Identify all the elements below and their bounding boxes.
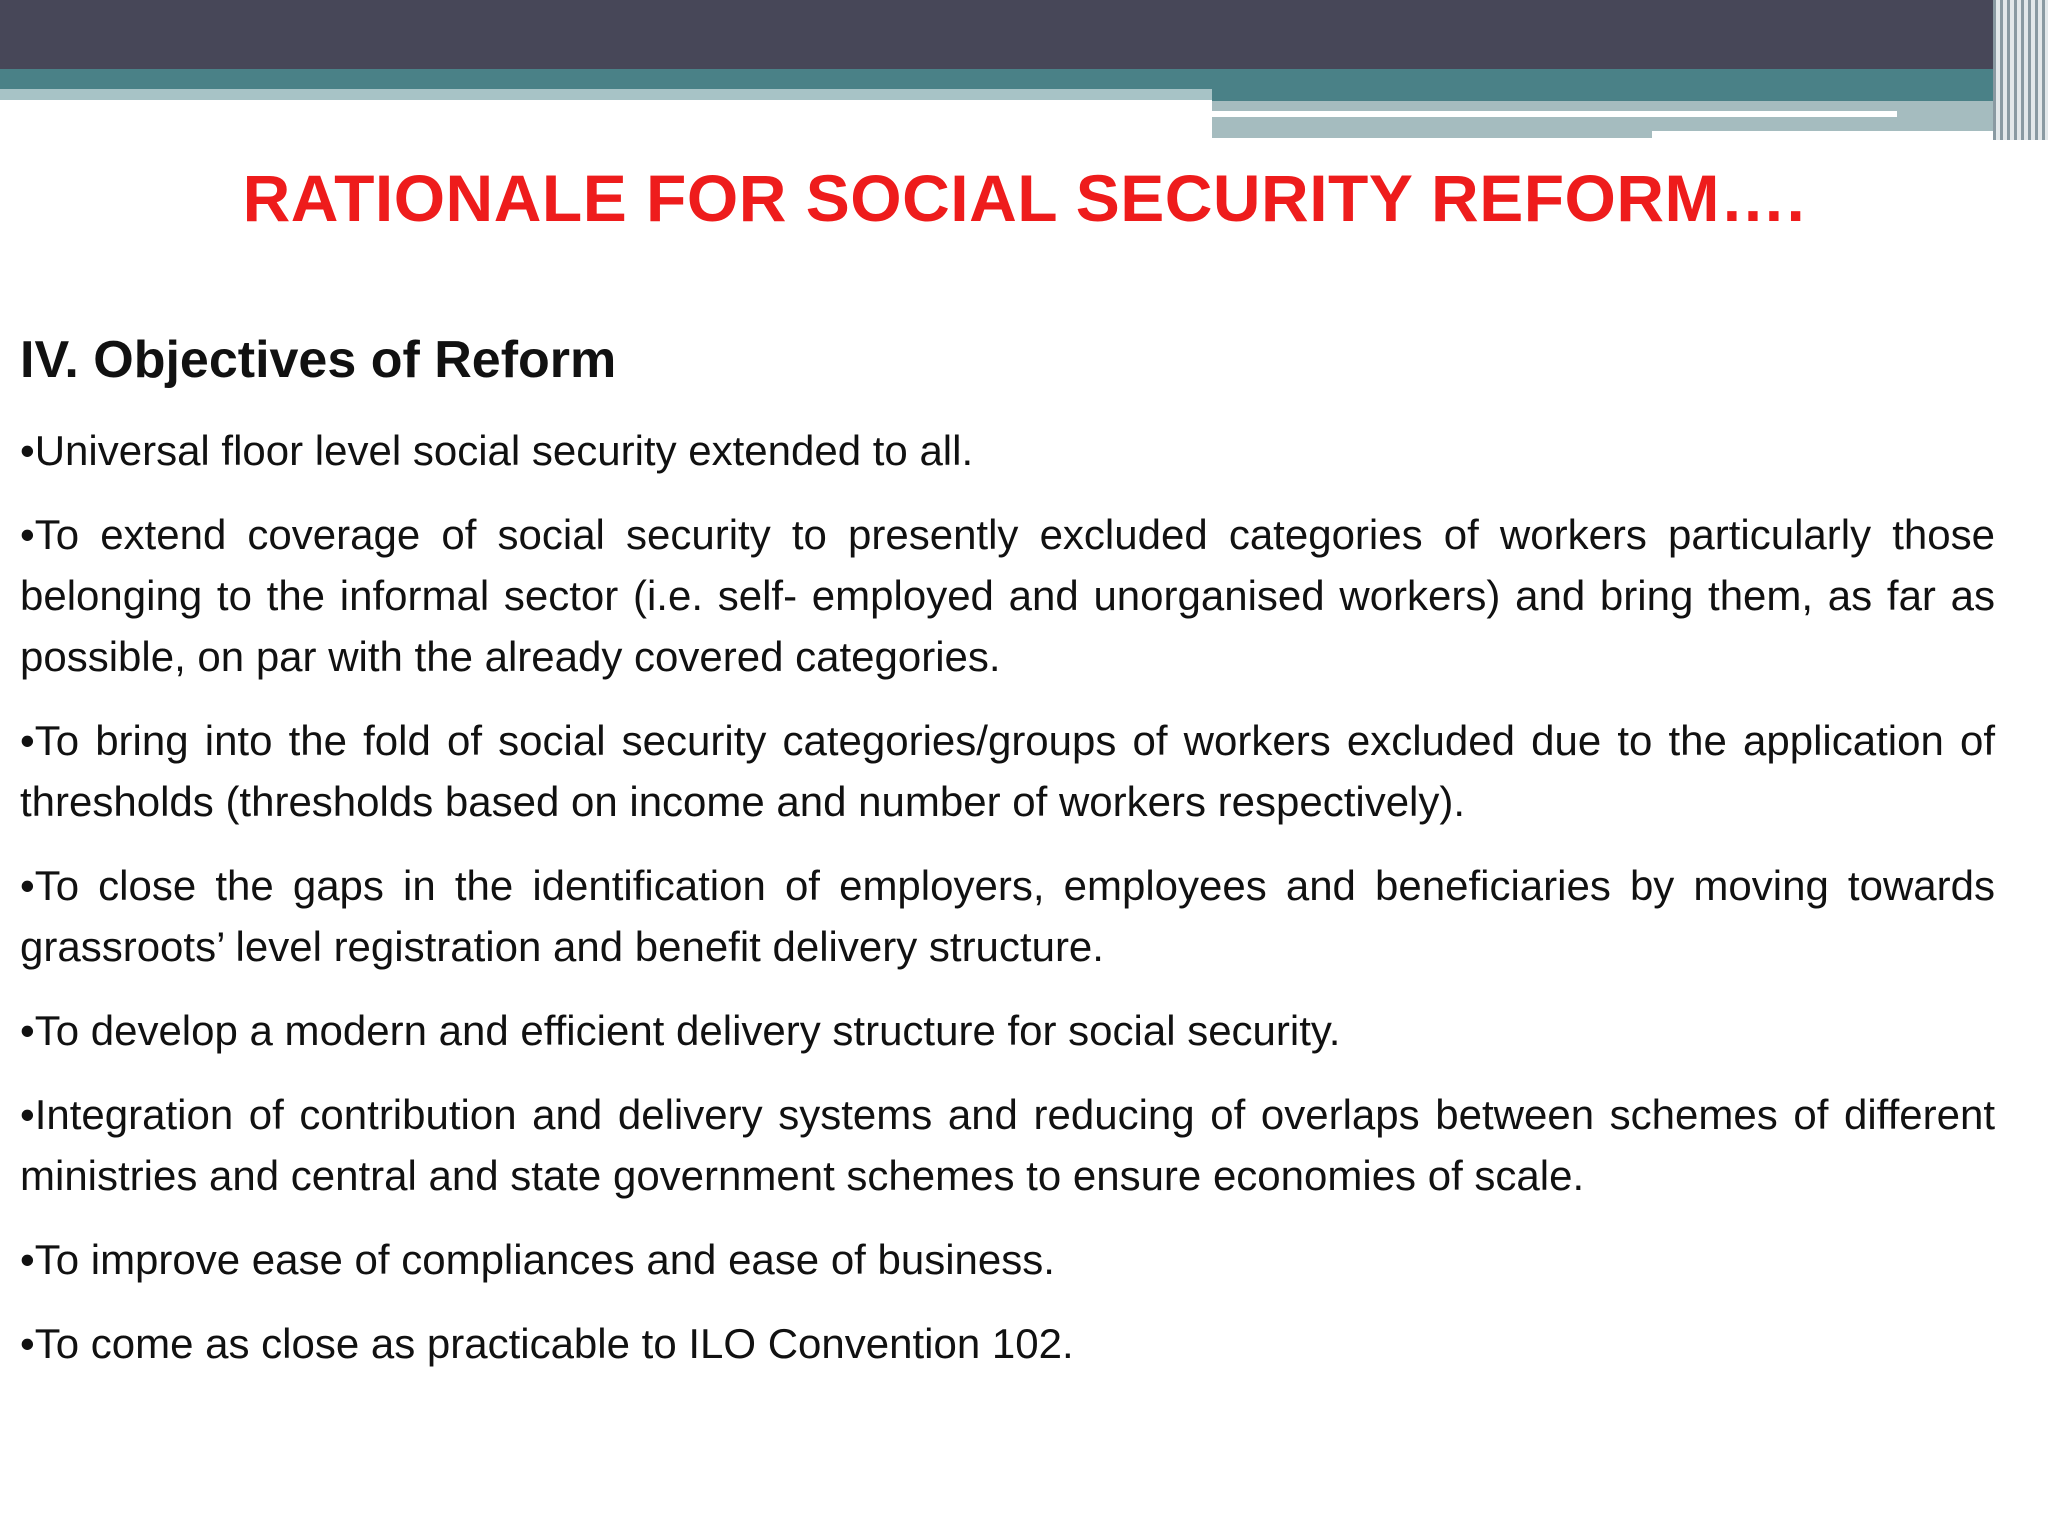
bullet-item: •To develop a modern and efficient delivery structure for social security. [20, 1007, 1341, 1054]
header-band-teal [0, 69, 2048, 89]
bullet-item: •Universal floor level social security extended to all. [20, 427, 974, 474]
bullet-item: •To close the gaps in the identification of employers, employees and beneficiaries by moving towards grassroots’ level registration and benefit delivery structure. [20, 862, 1995, 970]
header-band-light-left [0, 89, 1212, 100]
slide-title: RATIONALE FOR SOCIAL SECURITY REFORM…. [242, 161, 1806, 235]
bullet-item: •To improve ease of compliances and ease of business. [20, 1236, 1055, 1283]
slide-content [20, 326, 1995, 1374]
bullet-item: •To come as close as practicable to ILO Convention 102. [20, 1320, 1074, 1367]
header-band-dark [0, 0, 2048, 69]
bullet-item: •To bring into the fold of social security categories/groups of workers excluded due to the application of thresholds (thresholds based on income and number of workers respectively). [20, 717, 1995, 825]
header-band-white-line [1212, 111, 1897, 117]
header-band-teal-right [1212, 89, 2048, 101]
bullet-item: •Integration of contribution and delivery systems and reducing of overlaps between schemes of different ministries and central and state government schemes to ensure economies of scale. [20, 1091, 1995, 1199]
header-right-strips [1993, 0, 2048, 140]
bullet-item: •To extend coverage of social security to presently excluded categories of workers particularly those belonging to the informal sector (i.e. self- employed and unorganised workers) and bring them, as far as possible, on par with the already covered categories. [20, 511, 1995, 680]
section-heading: IV. Objectives of Reform [20, 331, 617, 389]
header-band-gray-lower [1212, 122, 1652, 138]
